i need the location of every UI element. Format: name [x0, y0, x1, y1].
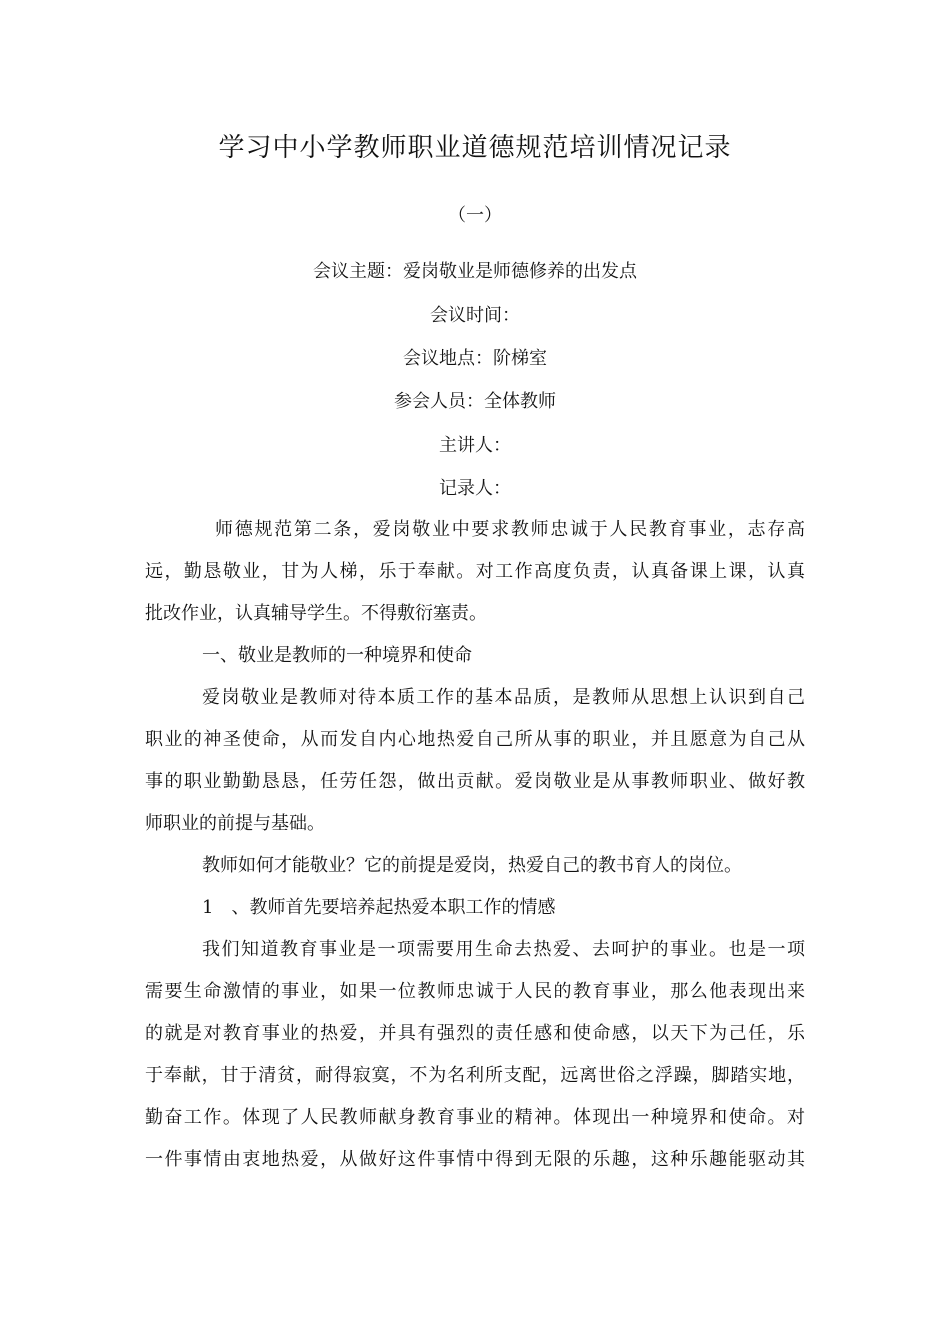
- subsection-heading: 1 、教师首先要培养起热爱本职工作的情感: [202, 897, 556, 918]
- meeting-recorder: 记录人：: [439, 478, 511, 499]
- body-line: 我们知道教育事业是一项需要用生命去热爱、去呵护的事业。也是一项: [202, 939, 805, 960]
- body-text: [145, 517, 805, 1189]
- meeting-speaker: 主讲人：: [439, 435, 511, 456]
- meeting-theme: 会议主题：爱岗敬业是师德修养的出发点: [313, 261, 637, 282]
- body-line: 于奉献，甘于清贫，耐得寂寞，不为名利所支配，远离世俗之浮躁，脚踏实地，: [145, 1065, 805, 1086]
- body-line: 批改作业，认真辅导学生。不得敷衍塞责。: [145, 603, 487, 624]
- section-heading: 一、敬业是教师的一种境界和使命: [202, 645, 472, 666]
- body-line: 爱岗敬业是教师对待本质工作的基本品质，是教师从思想上认识到自己: [202, 687, 805, 708]
- meeting-location: 会议地点：阶梯室: [403, 348, 547, 369]
- body-line: 远，勤恳敬业，甘为人梯，乐于奉献。对工作高度负责，认真备课上课，认真: [145, 561, 805, 582]
- body-line: 师职业的前提与基础。: [145, 813, 325, 834]
- body-line: 勤奋工作。体现了人民教师献身教育事业的精神。体现出一种境界和使命。对: [145, 1107, 805, 1128]
- body-line: 教师如何才能敬业？它的前提是爱岗，热爱自己的教书育人的岗位。: [202, 855, 742, 876]
- meeting-time: 会议时间：: [430, 305, 520, 326]
- body-line: 需要生命激情的事业，如果一位教师忠诚于人民的教育事业，那么他表现出来: [145, 981, 805, 1002]
- document-title: 学习中小学教师职业道德规范培训情况记录: [218, 133, 732, 163]
- body-line: 的就是对教育事业的热爱，并具有强烈的责任感和使命感，以天下为己任，乐: [145, 1023, 805, 1044]
- meeting-attendees: 参会人员：全体教师: [394, 391, 556, 412]
- body-line: 事的职业勤勤恳恳，任劳任怨，做出贡献。爱岗敬业是从事教师职业、做好教: [145, 771, 805, 792]
- body-line: 职业的神圣使命，从而发自内心地热爱自己所从事的职业，并且愿意为自己从: [145, 729, 805, 750]
- body-line: 师德规范第二条，爱岗敬业中要求教师忠诚于人民教育事业，志存高: [215, 519, 805, 540]
- section-number: （一）: [448, 205, 502, 226]
- body-line: 一件事情由衷地热爱，从做好这件事情中得到无限的乐趣，这种乐趣能驱动其: [145, 1149, 805, 1170]
